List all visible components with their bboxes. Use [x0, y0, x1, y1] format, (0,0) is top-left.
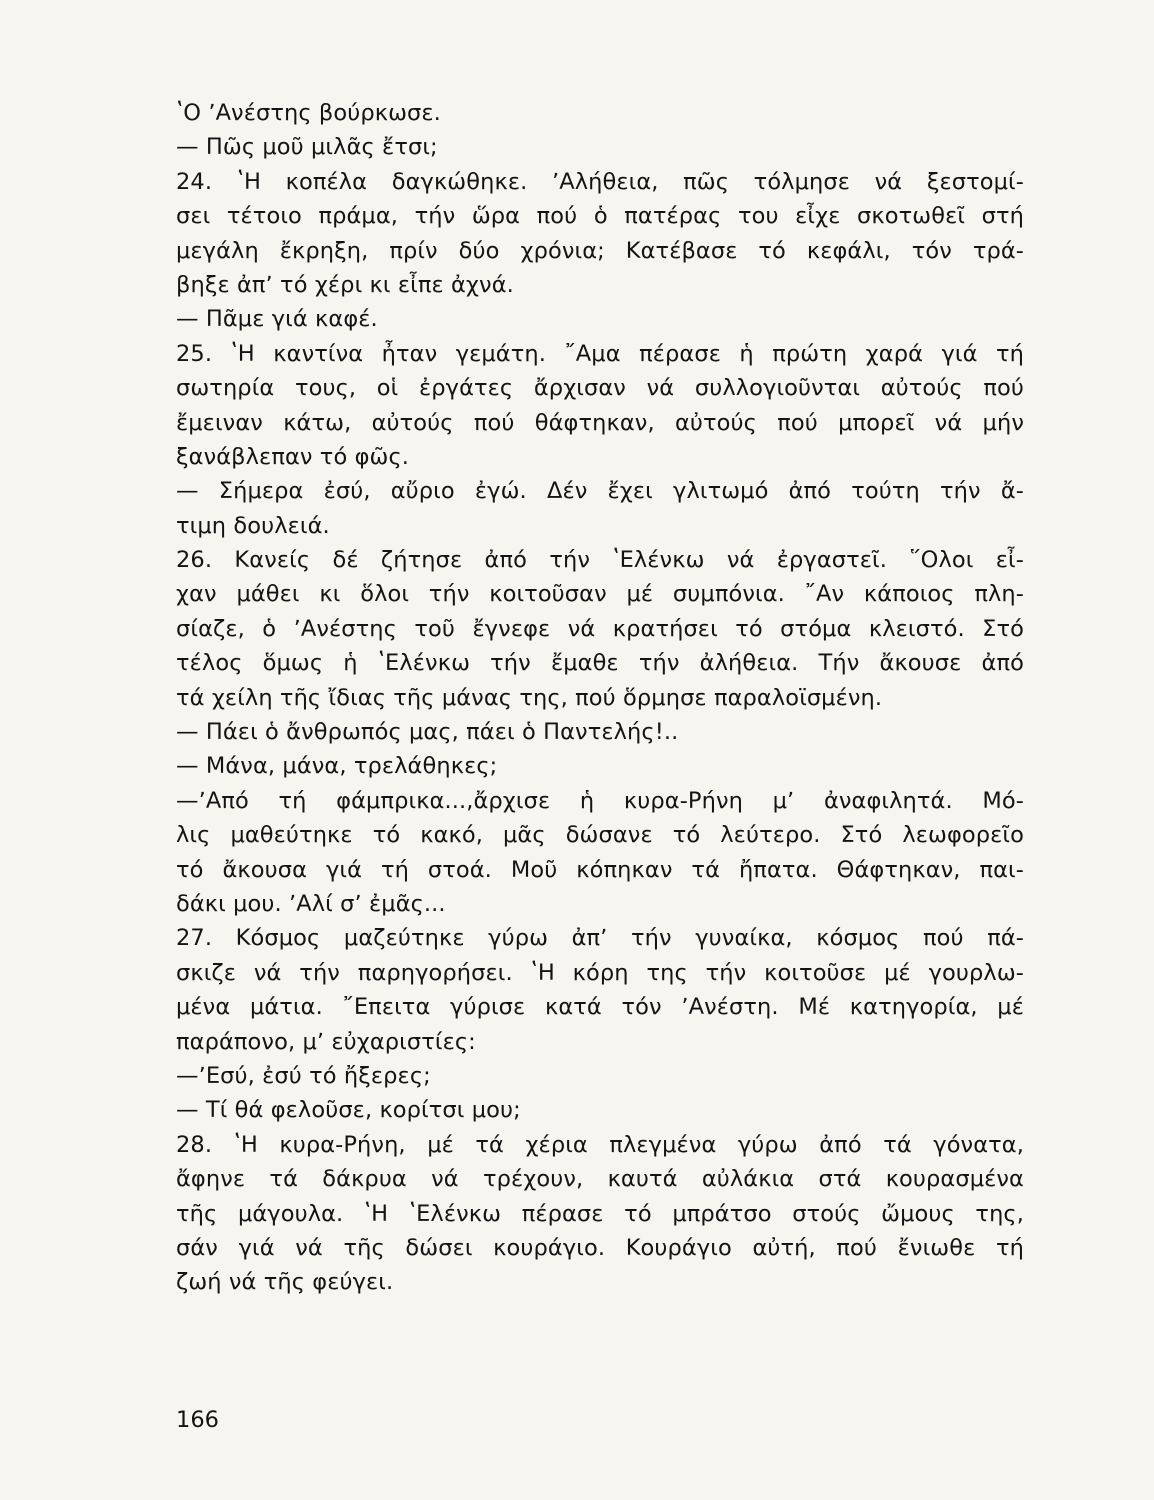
text-line: σάν γιά νά τῆς δώσει κουράγιο. Κουράγιο αὐτή, πού ἔνιωθε τή [176, 1234, 1024, 1261]
text-line: τιμη δουλειά. [176, 512, 330, 539]
text-line: ʽΟ ʼΑνέστης βούρκωσε. [176, 100, 441, 126]
text-line: σωτηρία τους, οἱ ἐργάτες ἄρχισαν νά συλλογιοῦνται αὐτούς πού [176, 375, 1024, 402]
text-line: μένα μάτια. ῎Επειτα γύρισε κατά τόν ʼΑνέστη. Μέ κατηγορία, μέ [176, 994, 1024, 1021]
text-line: 27. Κόσμος μαζεύτηκε γύρω ἀπʼ τήν γυναίκα, κόσμος πού πά- [176, 925, 1024, 952]
text-line: — Πᾶμε γιά καφέ. [176, 306, 378, 333]
text-line: χαν μάθει κι ὅλοι τήν κοιτοῦσαν μέ συμπόνια. ῎Αν κάποιος πλη- [176, 581, 1024, 608]
text-line: ἔμειναν κάτω, αὐτούς πού θάφτηκαν, αὐτούς πού μπορεῖ νά μήν [176, 409, 1024, 436]
text-line: — Τί θά φελοῦσε, κορίτσι μου; [176, 1097, 521, 1124]
text-line: παράπονο, μʼ εὐχαριστίες: [176, 1028, 476, 1055]
text-line: 28. ʽΗ κυρα-Ρήνη, μέ τά χέρια πλεγμένα γύρω ἀπό τά γόνατα, [176, 1131, 1024, 1158]
page-number: 166 [176, 1407, 219, 1433]
text-line: 26. Κανείς δέ ζήτησε ἀπό τήν ʽΕλένκω νά ἐργαστεῖ. ῞Ολοι εἶ- [176, 547, 1024, 574]
text-line: σει τέτοιο πράμα, τήν ὥρα πού ὁ πατέρας του εἶχε σκοτωθεῖ στή [176, 203, 1024, 230]
text-line: ἄφηνε τά δάκρυα νά τρέχουν, καυτά αὐλάκια στά κουρασμένα [176, 1166, 1024, 1193]
text-line: ζωή νά τῆς φεύγει. [176, 1269, 394, 1296]
text-line: μεγάλη ἔκρηξη, πρίν δύο χρόνια; Κατέβασε τό κεφάλι, τόν τρά- [176, 237, 1024, 264]
text-line: τέλος ὅμως ἡ ʽΕλένκω τήν ἔμαθε τήν ἀλήθεια. Τήν ἄκουσε ἀπό [176, 650, 1024, 677]
text-line: τό ἄκουσα γιά τή στοά. Μοῦ κόπηκαν τά ἤπατα. Θάφτηκαν, παι- [176, 856, 1024, 883]
text-line: τῆς μάγουλα. ʽΗ ʽΕλένκω πέρασε τό μπράτσο στούς ὤμους της, [176, 1200, 1024, 1227]
text-line: βηξε ἀπʼ τό χέρι κι εἶπε ἀχνά. [176, 271, 514, 298]
text-line: 25. ʽΗ καντίνα ἦταν γεμάτη. ῎Αμα πέρασε ἡ πρώτη χαρά γιά τή [176, 340, 1024, 367]
text-line: τά χείλη τῆς ἴδιας τῆς μάνας της, πού ὅρμησε παραλοϊσμένη. [176, 684, 883, 711]
text-line: λις μαθεύτηκε τό κακό, μᾶς δώσανε τό λεύτερο. Στό λεωφορεῖο [176, 822, 1024, 849]
text-line: —ʼΑπό τή φάμπρικα...,ἄρχισε ἡ κυρα-Ρήνη μʼ ἀναφιλητά. Μό- [176, 787, 1024, 814]
text-line: — Πάει ὁ ἄνθρωπός μας, πάει ὁ Παντελής!.. [176, 719, 679, 746]
text-line: — Μάνα, μάνα, τρελάθηκες; [176, 753, 498, 780]
text-line: σίαζε, ὁ ʼΑνέστης τοῦ ἔγνεφε νά κρατήσει τό στόμα κλειστό. Στό [176, 615, 1024, 642]
text-line: 24. ʽΗ κοπέλα δαγκώθηκε. ʼΑλήθεια, πῶς τόλμησε νά ξεστομί- [176, 168, 1024, 195]
text-line: δάκι μου. ʼΑλί σʼ ἐμᾶς... [176, 890, 446, 917]
text-line: σκιζε νά τήν παρηγορήσει. ʽΗ κόρη της τήν κοιτοῦσε μέ γουρλω- [176, 959, 1024, 986]
text-line: —ʼΕσύ, ἐσύ τό ἤξερες; [176, 1062, 431, 1089]
text-line: — Πῶς μοῦ μιλᾶς ἔτσι; [176, 134, 438, 161]
text-line: ξανάβλεπαν τό φῶς. [176, 443, 410, 470]
body-text [176, 96, 1024, 1300]
text-line: — Σήμερα ἐσύ, αὔριο ἐγώ. Δέν ἔχει γλιτωμό ἀπό τούτη τήν ἄ- [176, 478, 1024, 505]
